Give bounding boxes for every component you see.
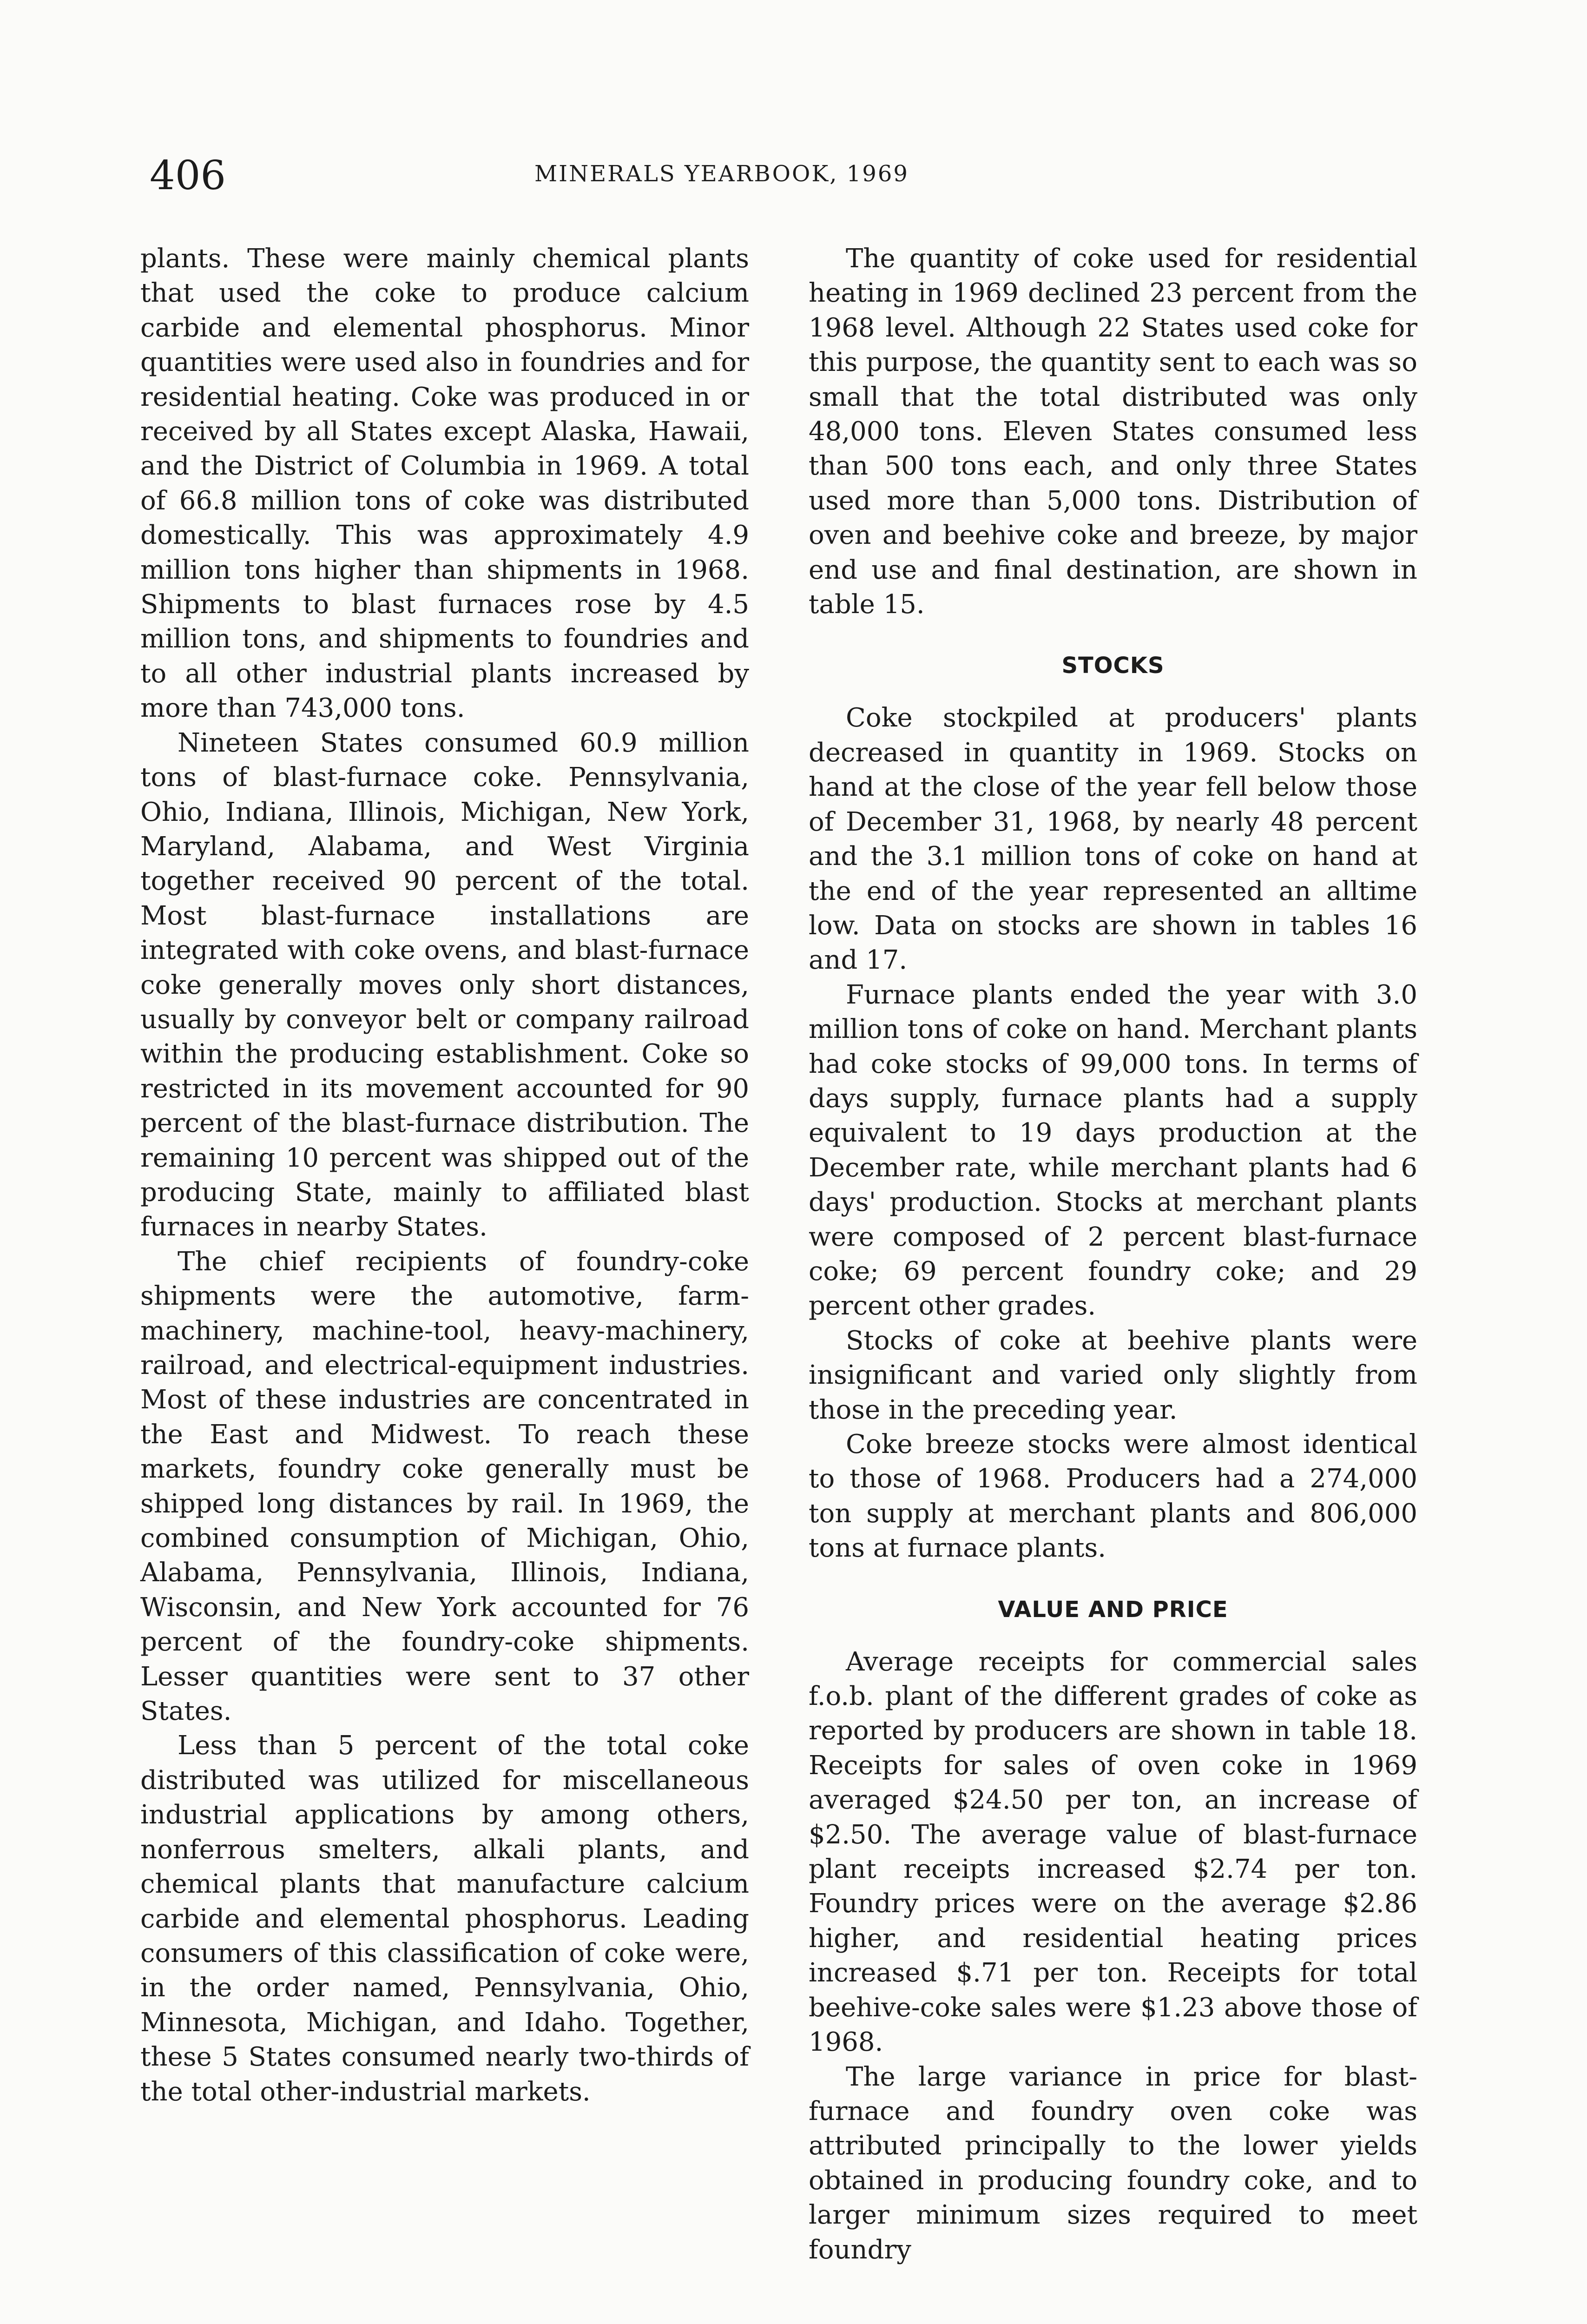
- paragraph: Average receipts for commercial sales f.o.b. plant of the different grades of coke as reported by producers are shown in table 18. Receipts for sales of oven coke in 1969 averaged $24.50 per ton, an increase of $2.50. The average value of blast-furnace plant receipts increased $2.74 per ton. Foundry prices were on the average $2.86 higher, and residential heating prices increased $.71 per ton. Receipts for total beehive-coke sales were $1.23 above those of 1968.: [809, 1646, 1417, 2058]
- running-title: MINERALS YEARBOOK, 1969: [534, 161, 909, 187]
- right-column: [809, 242, 1417, 2267]
- paragraph: The quantity of coke used for residential heating in 1969 declined 23 percent from the 1968 level. Although 22 States used coke for this purpose, the quantity sent to each was so small that the total distributed was only 48,000 tons. Eleven States consumed less than 500 tons each, and only three States used more than 5,000 tons. Distribution of oven and beehive coke and breeze, by major end use and final destination, are shown in table 15.: [809, 244, 1417, 620]
- section-heading-stocks: STOCKS: [1061, 653, 1165, 679]
- paragraph: Less than 5 percent of the total coke distributed was utilized for miscellaneous industrial applications by among others, nonferrous smelters, alkali plants, and chemical plants that manufacture calcium carbide and elemental phosphorus. Leading consumers of this classification of coke were, in the order named, Pennsylvania, Ohio, Minnesota, Michigan, and Idaho. Together, these 5 States consumed nearly two-thirds of the total other-industrial markets.: [140, 1730, 749, 2107]
- paragraph: Coke breeze stocks were almost identical to those of 1968. Producers had a 274,000 ton supply at merchant plants and 806,000 tons at furnace plants.: [809, 1429, 1417, 1564]
- paragraph: Coke stockpiled at producers' plants decreased in quantity in 1969. Stocks on hand at the close of the year fell below those of December 31, 1968, by nearly 48 percent and the 3.1 million tons of coke on hand at the end of the year represented an alltime low. Data on stocks are shown in tables 16 and 17.: [809, 703, 1417, 976]
- paragraph: The large variance in price for blast-furnace and foundry oven coke was attributed principally to the lower yields obtained in producing foundry coke, and to larger minimum sizes required to meet foundry: [809, 2061, 1417, 2265]
- paragraph: plants. These were mainly chemical plants that used the coke to produce calcium carbide and elemental phosphorus. Minor quantities were used also in foundries and for residential heating. Coke was produced in or received by all States except Alaska, Hawaii, and the District of Columbia in 1969. A total of 66.8 million tons of coke was distributed domestically. This was approximately 4.9 million tons higher than shipments in 1968. Shipments to blast furnaces rose by 4.5 million tons, and shipments to foundries and to all other industrial plants increased by more than 743,000 tons.: [140, 244, 749, 724]
- paragraph: Stocks of coke at beehive plants were insignificant and varied only slightly from those in the preceding year.: [809, 1325, 1417, 1425]
- page-number: 406: [150, 152, 226, 199]
- paragraph: The chief recipients of foundry-coke shipments were the automotive, farm-machinery, machine-tool, heavy-machinery, railroad, and electrical-equipment industries. Most of these industries are concentrated in the East and Midwest. To reach these markets, foundry coke generally must be shipped long distances by rail. In 1969, the combined consumption of Michigan, Ohio, Alabama, Pennsylvania, Illinois, Indiana, Wisconsin, and New York accounted for 76 percent of the foundry-coke shipments. Lesser quantities were sent to 37 other States.: [140, 1246, 749, 1727]
- left-column: [140, 242, 749, 2109]
- paragraph: Furnace plants ended the year with 3.0 million tons of coke on hand. Merchant plants had coke stocks of 99,000 tons. In terms of days supply, furnace plants had a supply equivalent to 19 days production at the December rate, while merchant plants had 6 days' production. Stocks at merchant plants were composed of 2 percent blast-furnace coke; 69 percent foundry coke; and 29 percent other grades.: [809, 979, 1417, 1321]
- section-heading-value-and-price: VALUE AND PRICE: [998, 1596, 1228, 1623]
- paragraph: Nineteen States consumed 60.9 million tons of blast-furnace coke. Pennsylvania, Ohio, Indiana, Illinois, Michigan, New York, Maryland, Alabama, and West Virginia together received 90 percent of the total. Most blast-furnace installations are integrated with coke ovens, and blast-furnace coke generally moves only short distances, usually by conveyor belt or company railroad within the producing establishment. Coke so restricted in its movement accounted for 90 percent of the blast-furnace distribution. The remaining 10 percent was shipped out of the producing State, mainly to affiliated blast furnaces in nearby States.: [140, 727, 749, 1242]
